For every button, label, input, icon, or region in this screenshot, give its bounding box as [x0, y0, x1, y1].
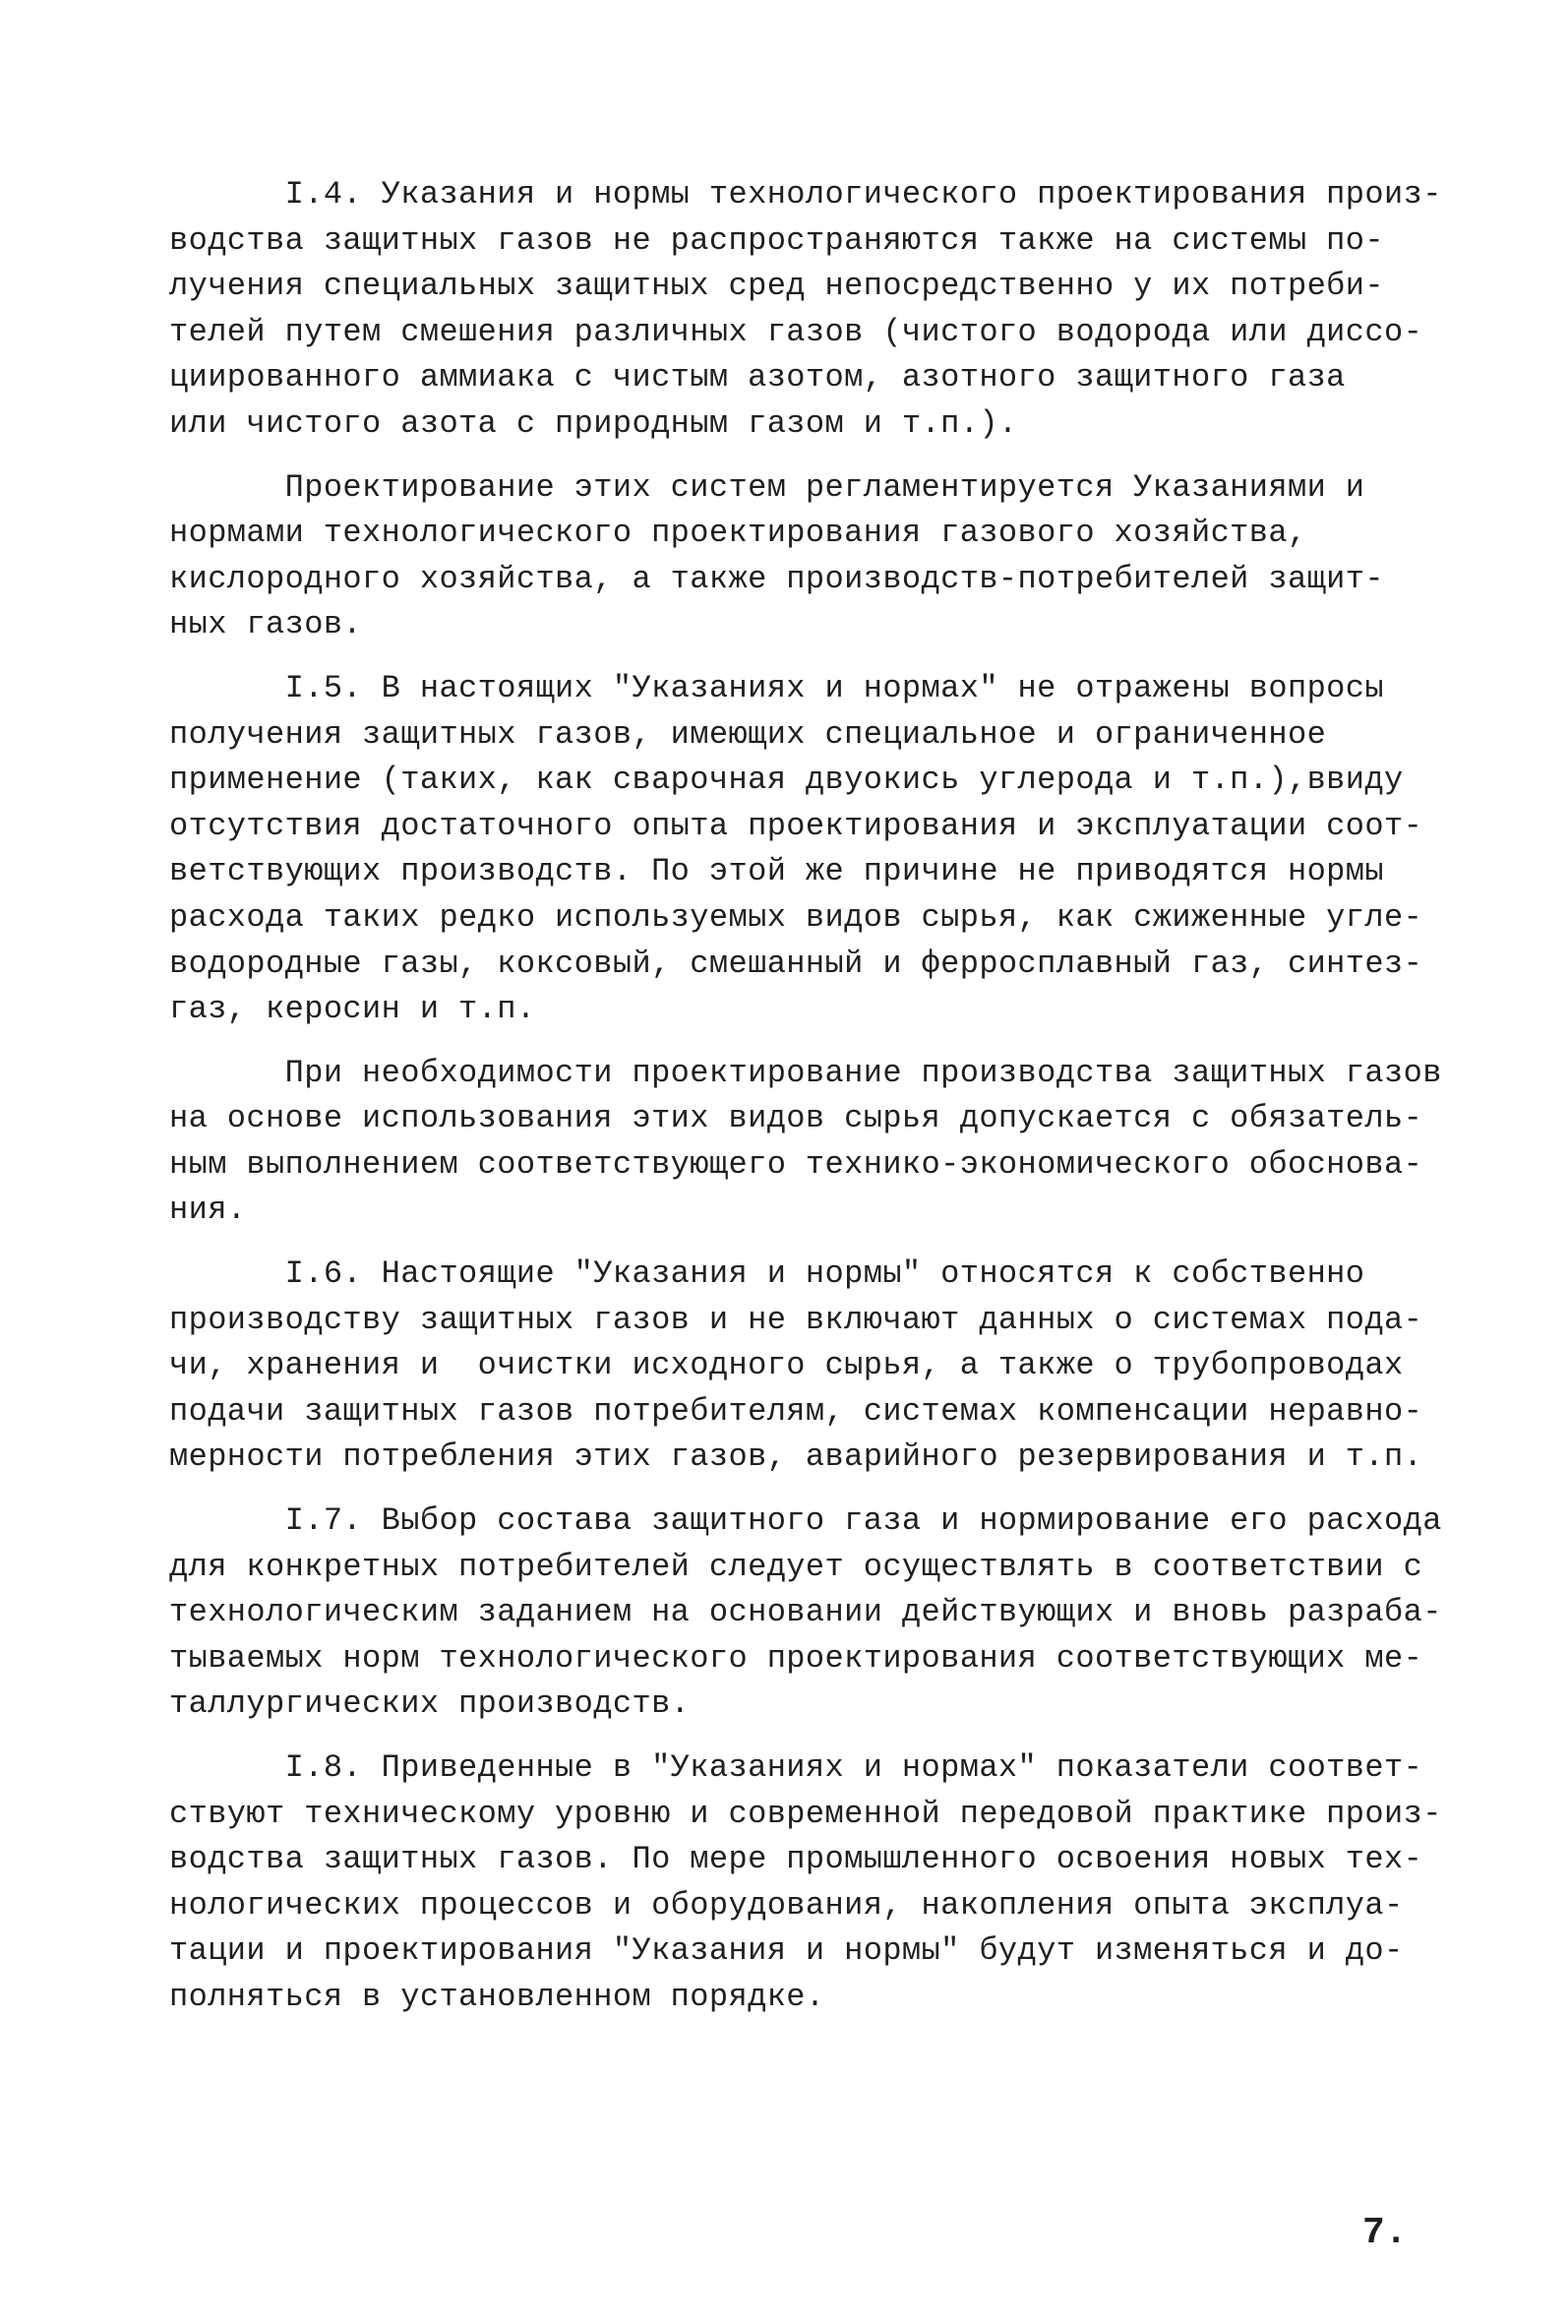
text-line: на основе использования этих видов сырья допускается с обязатель- [169, 1100, 1423, 1137]
text-line: I.5. В настоящих "Указаниях и нормах" не отражены вопросы [169, 669, 1384, 706]
text-line: водства защитных газов. По мере промышленного освоения новых тех- [169, 1841, 1423, 1878]
text-line: При необходимости проектирование производства защитных газов [169, 1054, 1442, 1091]
text-line: чи, хранения и очистки исходного сырья, а также о трубопроводах [169, 1347, 1404, 1384]
text-line: лучения специальных защитных сред непосредственно у их потреби- [169, 268, 1384, 305]
text-line: I.6. Настоящие "Указания и нормы" относятся к собственно [169, 1255, 1365, 1293]
text-line: ния. [169, 1192, 247, 1229]
paragraph-1-4 [169, 172, 1442, 448]
page-number: 7. [1362, 2212, 1408, 2254]
text-line: ным выполнением соответствующего технико-экономического обоснова- [169, 1145, 1423, 1183]
text-line: расхода таких редко используемых видов сырья, как сжиженные угле- [169, 898, 1423, 936]
body-text [169, 172, 1442, 2021]
text-line: или чистого азота с природным газом и т.п.). [169, 404, 1018, 442]
text-line: ствуют техническому уровню и современной передовой практике произ- [169, 1795, 1442, 1832]
paragraph-gap [169, 1033, 1428, 1051]
text-line: нологических процессов и оборудования, накопления опыта эксплуа- [169, 1886, 1404, 1924]
text-line: водства защитных газов не распространяются также на системы по- [169, 221, 1384, 259]
paragraph-gap [169, 1481, 1428, 1498]
text-line: телей путем смешения различных газов (чистого водорода или диссо- [169, 313, 1423, 350]
text-line: применение (таких, как сварочная двуокись углерода и т.п.),ввиду [169, 762, 1404, 799]
text-line: технологическим заданием на основании действующих и вновь разраба- [169, 1594, 1442, 1631]
text-line: циированного аммиака с чистым азотом, азотного защитного газа [169, 359, 1346, 397]
text-line: водородные газы, коксовый, смешанный и ферросплавный газ, синтез- [169, 945, 1423, 982]
paragraph-gap [169, 1728, 1428, 1745]
text-line: ветствующих производств. По этой же причине не приводятся нормы [169, 853, 1384, 890]
paragraph-1-7 [169, 1498, 1442, 1728]
paragraph-necessity [169, 1051, 1442, 1234]
text-line: подачи защитных газов потребителям, системах компенсации неравно- [169, 1392, 1423, 1430]
text-line: получения защитных газов, имеющих специальное и ограниченное [169, 715, 1327, 753]
text-line: мерности потребления этих газов, аварийного резервирования и т.п. [169, 1438, 1423, 1476]
text-line: нормами технологического проектирования газового хозяйства, [169, 515, 1307, 552]
paragraph-gap [169, 448, 1428, 465]
text-line: I.4. Указания и нормы технологического проектирования произ- [169, 176, 1442, 213]
paragraph-1-8 [169, 1745, 1442, 2021]
paragraph-1-6 [169, 1252, 1428, 1481]
paragraph-gap [169, 648, 1428, 666]
paragraph-1-5 [169, 666, 1428, 1033]
text-line: таллургических производств. [169, 1685, 691, 1723]
paragraph-gap [169, 1234, 1428, 1252]
text-line: I.8. Приведенные в "Указаниях и нормах" показатели соответ- [169, 1749, 1423, 1786]
text-line: I.7. Выбор состава защитного газа и нормирование его расхода [169, 1502, 1442, 1540]
text-line: для конкретных потребителей следует осуществлять в соответствии с [169, 1548, 1423, 1585]
text-line: полняться в установленном порядке. [169, 1978, 825, 2015]
text-line: газ, керосин и т.п. [169, 991, 536, 1028]
text-line: кислородного хозяйства, а также производств-потребителей защит- [169, 560, 1384, 597]
text-line: Проектирование этих систем регламентируется Указаниями и [169, 468, 1365, 506]
text-line: производству защитных газов и не включают данных о системах пода- [169, 1301, 1423, 1338]
text-line: ных газов. [169, 606, 363, 643]
text-line: тации и проектирования "Указания и нормы" будут изменяться и до- [169, 1932, 1404, 1970]
text-line: тываемых норм технологического проектирования соответствующих ме- [169, 1639, 1423, 1677]
text-line: отсутствия достаточного опыта проектирования и эксплуатации соот- [169, 807, 1423, 844]
paragraph-design-systems [169, 465, 1428, 648]
